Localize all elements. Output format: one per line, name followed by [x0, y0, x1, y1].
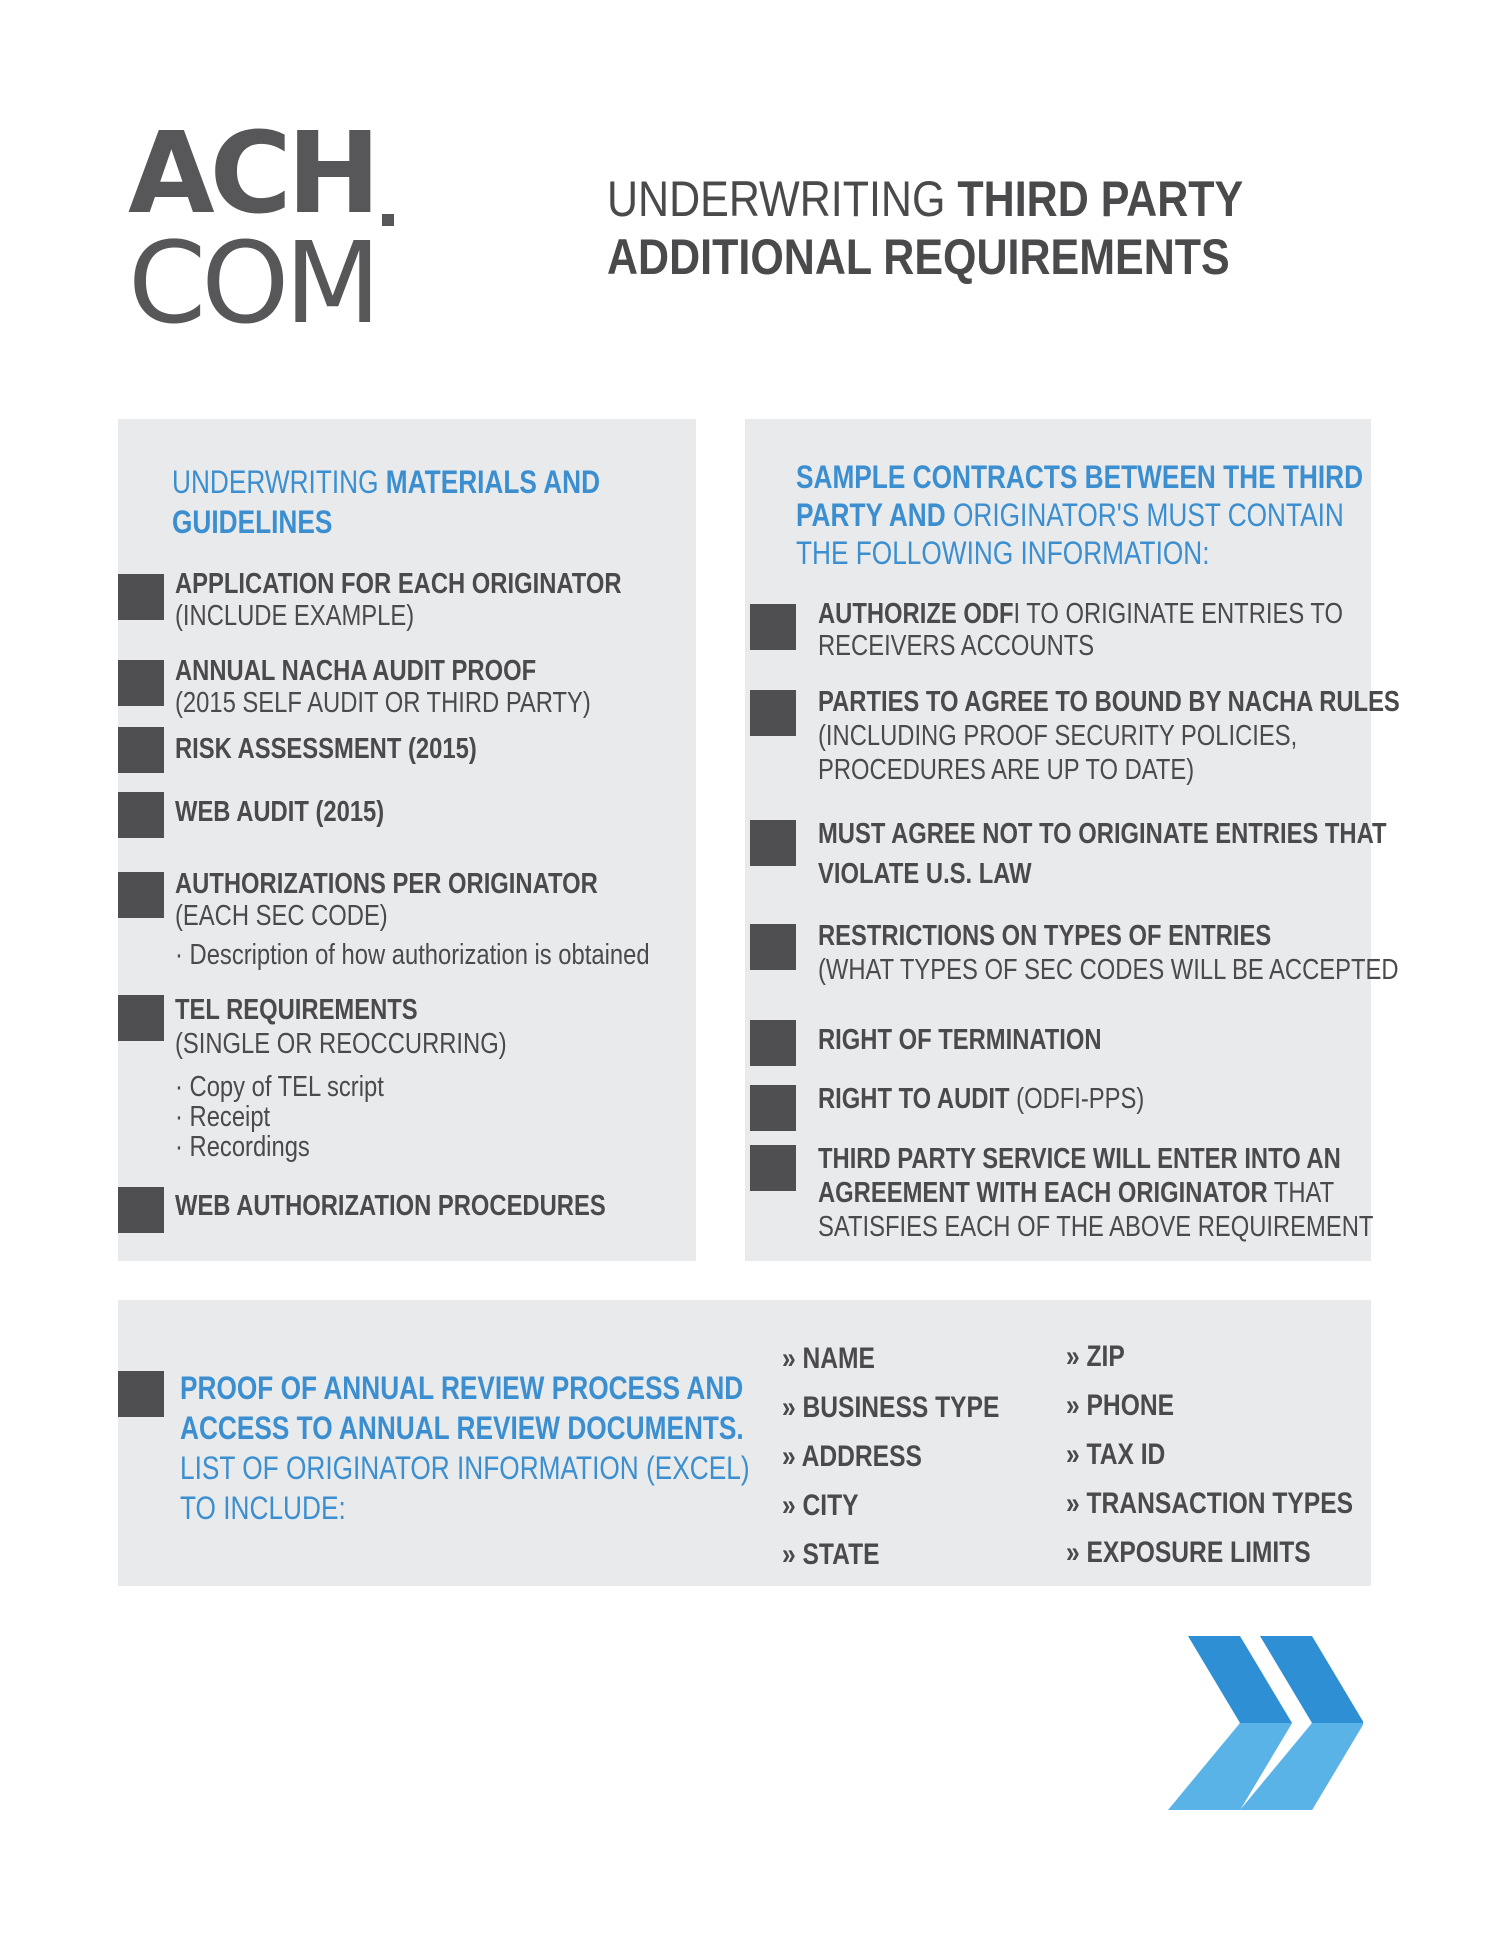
list-item: [818, 1143, 1373, 1243]
originator-field: » ADDRESS: [782, 1440, 922, 1473]
item-title: RIGHT OF TERMINATION: [818, 1024, 1102, 1056]
list-item: [175, 868, 650, 970]
annual-review-heading-light: LIST OF ORIGINATOR INFORMATION (EXCEL): [180, 1450, 750, 1486]
materials-heading-light: UNDERWRITING: [172, 464, 386, 500]
annual-review-heading: [180, 1368, 750, 1528]
originator-field: » TRANSACTION TYPES: [1066, 1487, 1354, 1520]
item-title: APPLICATION FOR EACH ORIGINATOR: [175, 568, 622, 600]
contracts-heading-light: ORIGINATOR'S MUST CONTAIN: [952, 497, 1344, 533]
checkbox-square: [118, 727, 164, 773]
item-title: AUTHORIZE ODF: [818, 598, 1014, 630]
page-title: [607, 170, 1295, 286]
item-sub: (INCLUDE EXAMPLE): [175, 600, 415, 632]
list-item: [818, 818, 1387, 890]
list-item: [175, 568, 622, 632]
item-title: AUTHORIZATIONS PER ORIGINATOR: [175, 868, 598, 900]
checkbox-square: [750, 924, 796, 970]
item-bullet: · Receipt: [175, 1101, 271, 1133]
originator-field: » CITY: [782, 1489, 859, 1522]
title-bold-2: ADDITIONAL REQUIREMENTS: [607, 229, 1230, 285]
item-title: WEB AUTHORIZATION PROCEDURES: [175, 1190, 606, 1222]
item-title: WEB AUDIT (2015): [175, 796, 385, 828]
item-bullet: · Description of how authorization is obtained: [175, 939, 650, 971]
list-item: [818, 920, 1399, 986]
item-title: RESTRICTIONS ON TYPES OF ENTRIES: [818, 920, 1272, 952]
title-bold-1: THIRD PARTY: [957, 171, 1244, 227]
item-bullet: · Copy of TEL script: [175, 1071, 384, 1103]
item-title-rest: I TO ORIGINATE ENTRIES TO: [1013, 598, 1343, 630]
checkbox-square: [118, 1371, 164, 1417]
item-bullet: · Recordings: [175, 1131, 310, 1163]
item-sub: SATISFIES EACH OF THE ABOVE REQUIREMENT: [818, 1211, 1374, 1243]
item-title: PARTIES TO AGREE TO BOUND BY NACHA RULES: [818, 686, 1400, 718]
materials-heading-bold-2: GUIDELINES: [172, 504, 333, 540]
item-title-2: AGREEMENT WITH EACH ORIGINATOR: [818, 1177, 1268, 1209]
list-item: [818, 598, 1343, 662]
title-light: UNDERWRITING: [607, 171, 958, 227]
originator-field: » BUSINESS TYPE: [782, 1391, 1000, 1424]
originator-field: » STATE: [782, 1538, 880, 1571]
logo-dot: [382, 214, 394, 226]
item-title: TEL REQUIREMENTS: [175, 994, 418, 1026]
annual-review-heading-light-2: TO INCLUDE:: [180, 1490, 346, 1526]
materials-heading: [172, 462, 600, 542]
item-sub: PROCEDURES ARE UP TO DATE): [818, 754, 1195, 786]
checkbox-square: [118, 660, 164, 706]
checkbox-square: [118, 872, 164, 918]
item-sub: (WHAT TYPES OF SEC CODES WILL BE ACCEPTED: [818, 954, 1399, 986]
logo-line-com: COM: [128, 219, 376, 349]
list-item: [175, 733, 477, 765]
item-sub: (INCLUDING PROOF SECURITY POLICIES,: [818, 720, 1298, 752]
achcom-logo: [128, 109, 408, 349]
contracts-heading-bold-2: PARTY AND: [796, 497, 953, 533]
originator-field: » EXPOSURE LIMITS: [1066, 1536, 1311, 1569]
contracts-heading-bold: SAMPLE CONTRACTS BETWEEN THE THIRD: [796, 459, 1364, 495]
list-item: [175, 796, 384, 828]
item-title: RIGHT TO AUDIT: [818, 1083, 1010, 1115]
list-item: [818, 686, 1400, 786]
checkbox-square: [750, 820, 796, 866]
item-title-2: VIOLATE U.S. LAW: [818, 858, 1032, 890]
item-title: RISK ASSESSMENT (2015): [175, 733, 477, 765]
item-title: ANNUAL NACHA AUDIT PROOF: [175, 655, 537, 687]
originator-info-column-1: [782, 1342, 999, 1587]
annual-review-heading-bold: PROOF OF ANNUAL REVIEW PROCESS AND: [180, 1370, 744, 1406]
originator-info-column-2: [1066, 1340, 1353, 1585]
originator-field: » ZIP: [1066, 1340, 1125, 1373]
checkbox-square: [118, 1187, 164, 1233]
list-item: [818, 1083, 1144, 1115]
checkbox-square: [750, 1145, 796, 1191]
checkbox-square: [750, 1020, 796, 1066]
item-sub: (EACH SEC CODE): [175, 900, 388, 932]
list-item: [818, 1024, 1102, 1056]
list-item: [175, 1190, 606, 1222]
originator-field: » TAX ID: [1066, 1438, 1166, 1471]
double-chevron-icon: [1168, 1636, 1363, 1810]
item-sub: RECEIVERS ACCOUNTS: [818, 630, 1095, 662]
checkbox-square: [750, 1085, 796, 1131]
checkbox-square: [750, 604, 796, 650]
item-title: THIRD PARTY SERVICE WILL ENTER INTO AN: [818, 1143, 1341, 1175]
checkbox-square: [118, 574, 164, 620]
annual-review-heading-bold-2: ACCESS TO ANNUAL REVIEW DOCUMENTS.: [180, 1410, 744, 1446]
item-title-rest: (ODFI-PPS): [1009, 1083, 1145, 1115]
checkbox-square: [118, 995, 164, 1041]
checkbox-square: [118, 792, 164, 838]
checkbox-square: [750, 690, 796, 736]
list-item: [175, 655, 591, 719]
item-title: MUST AGREE NOT TO ORIGINATE ENTRIES THAT: [818, 818, 1387, 850]
item-sub: (SINGLE OR REOCCURRING): [175, 1028, 507, 1060]
contracts-heading: [796, 458, 1363, 572]
originator-field: » NAME: [782, 1342, 875, 1375]
item-sub: (2015 SELF AUDIT OR THIRD PARTY): [175, 687, 591, 719]
list-item: [175, 994, 507, 1162]
item-title-rest: THAT: [1267, 1177, 1335, 1209]
materials-heading-bold: MATERIALS AND: [385, 464, 601, 500]
contracts-heading-light-2: THE FOLLOWING INFORMATION:: [796, 535, 1210, 571]
originator-field: » PHONE: [1066, 1389, 1175, 1422]
logo-line-ach: ACH: [128, 109, 376, 239]
